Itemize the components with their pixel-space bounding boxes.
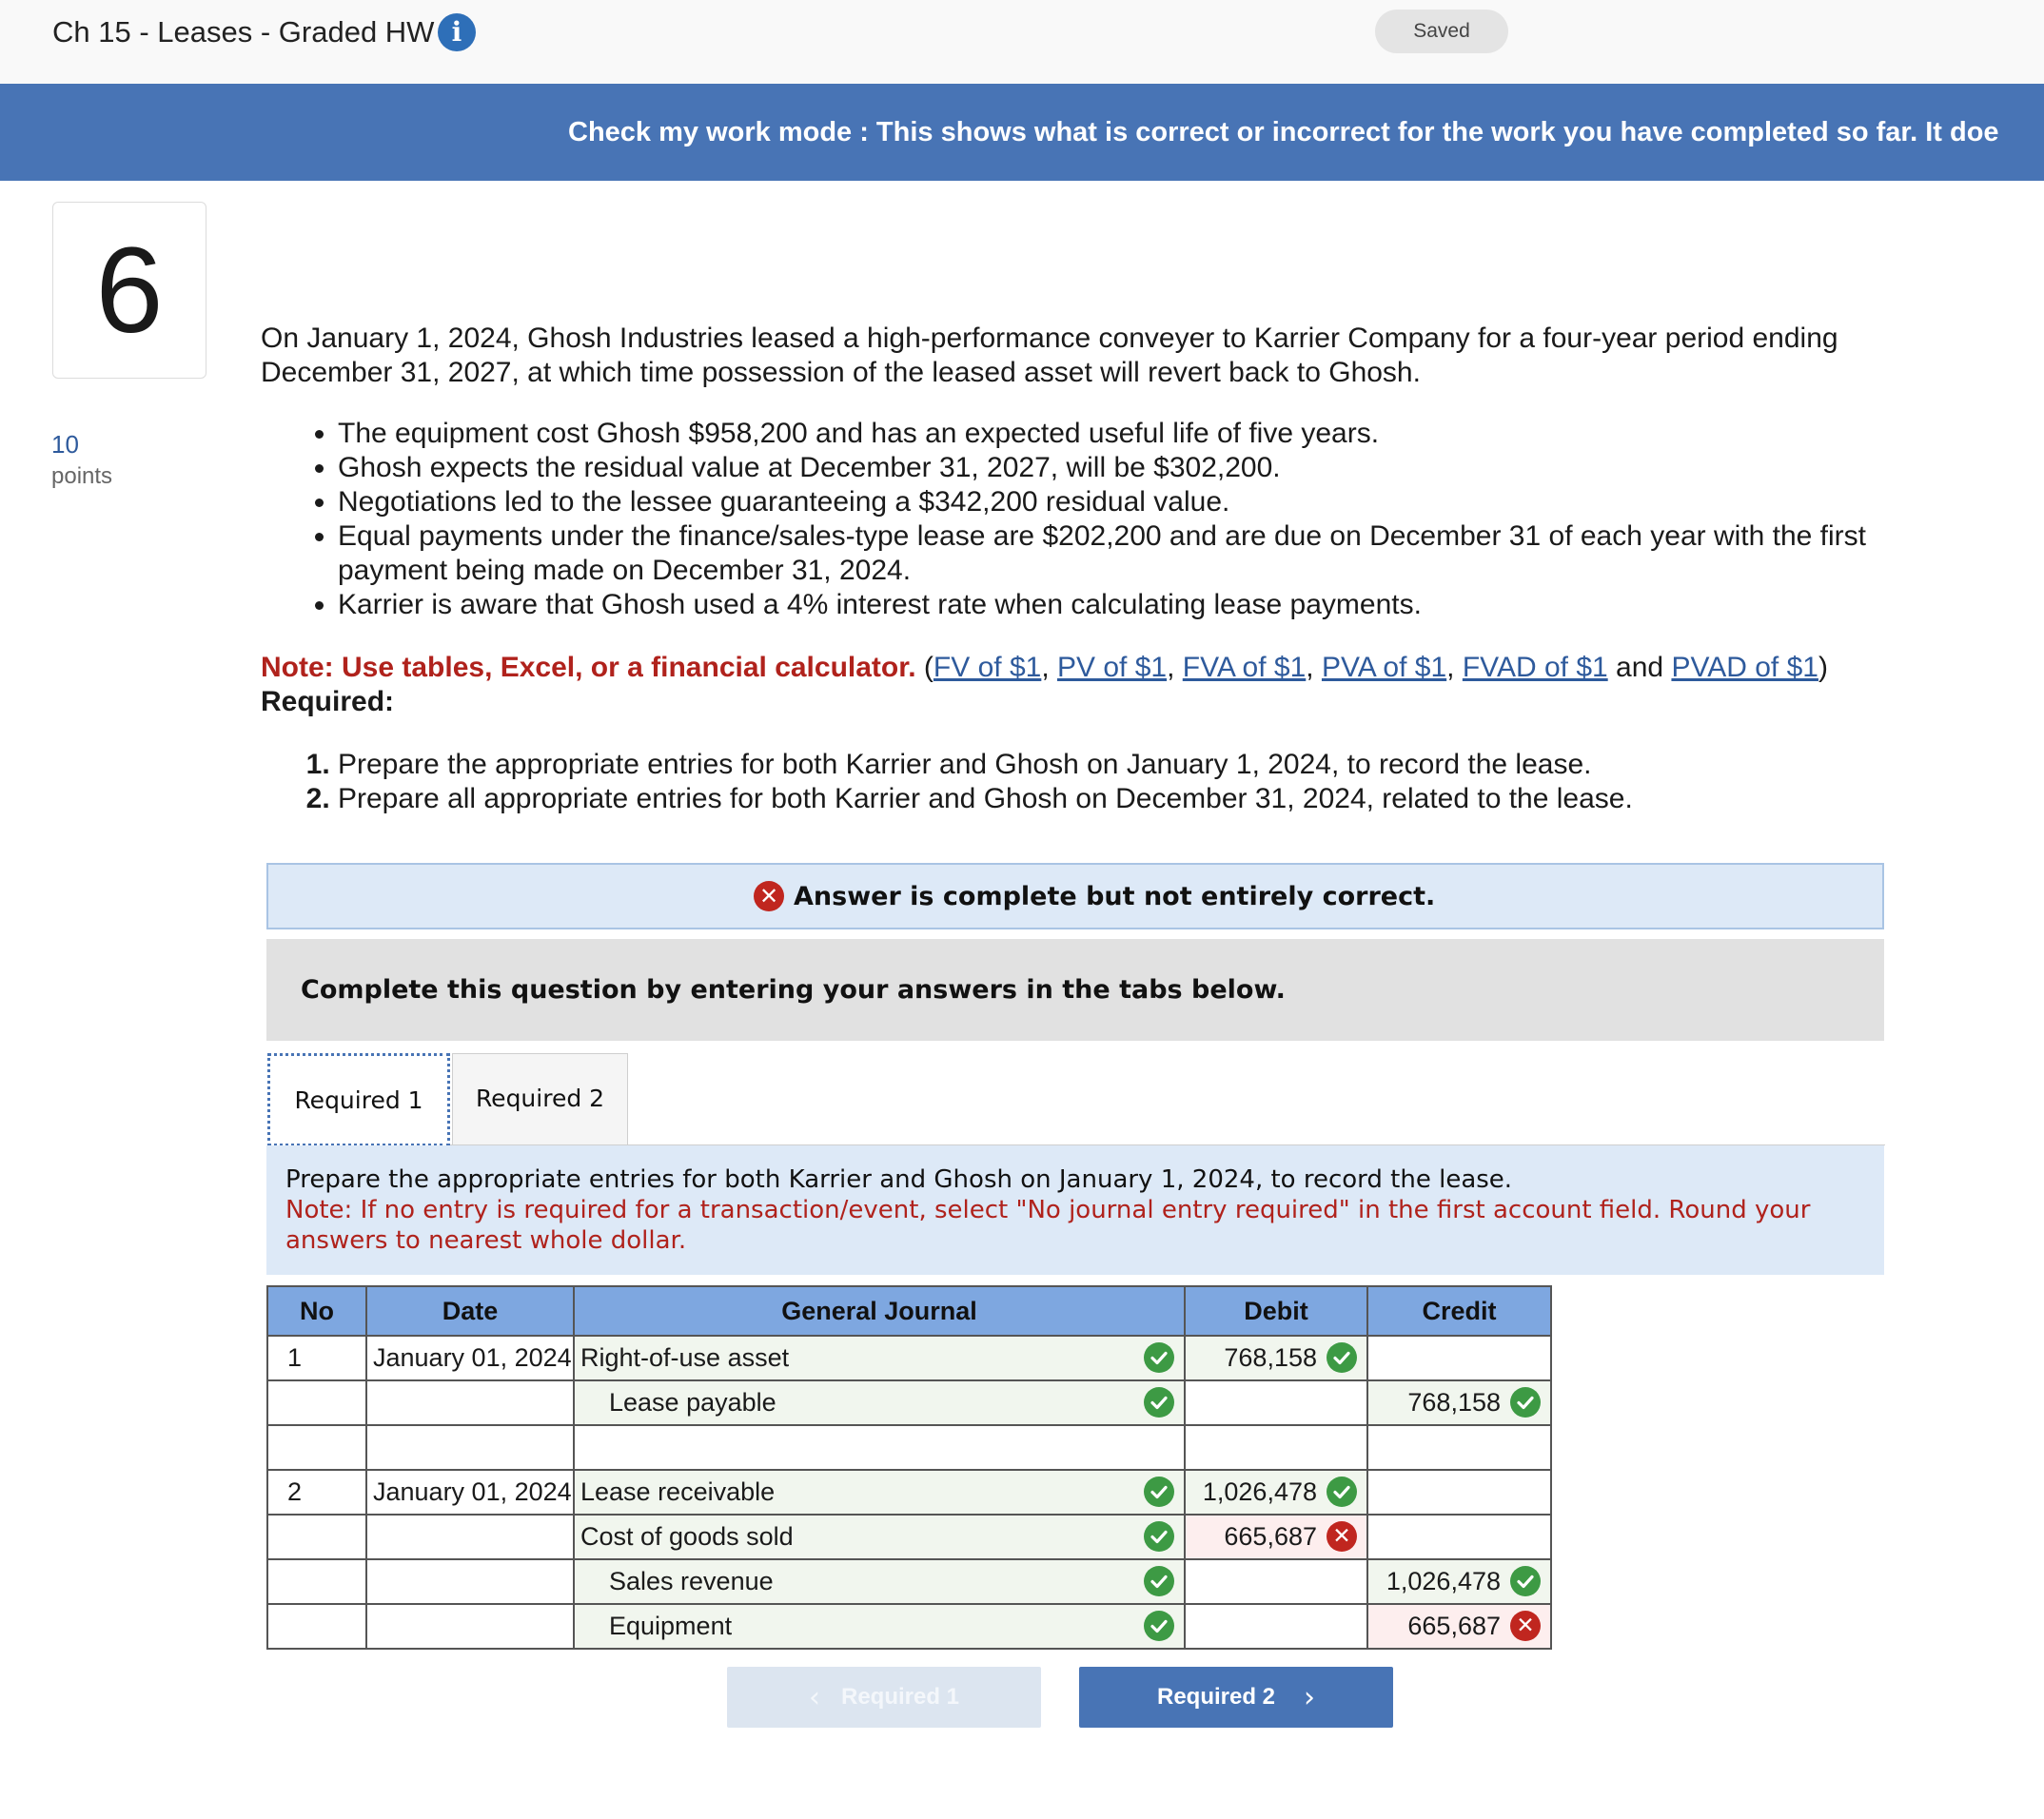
tab-required-2[interactable]: Required 2 bbox=[452, 1053, 628, 1146]
previous-required-button[interactable] bbox=[727, 1667, 1041, 1728]
instructions-text: Complete this question by entering your answers in the tabs below. bbox=[301, 975, 1286, 1005]
debit-value: 1,026,478 bbox=[1202, 1477, 1317, 1506]
credit-cell[interactable] bbox=[1367, 1425, 1551, 1470]
link-pvad[interactable]: PVAD of $1 bbox=[1671, 652, 1818, 683]
requirements-list bbox=[261, 748, 1974, 816]
note-line: Note: Use tables, Excel, or a financial calculator. (FV of $1, PV of $1, FVA of $1, PVA of $1, FVAD of $1 and PVAD of $1) bbox=[261, 652, 1828, 683]
link-pv[interactable]: PV of $1 bbox=[1057, 652, 1168, 683]
link-fv[interactable]: FV of $1 bbox=[933, 652, 1042, 683]
link-fva[interactable]: FVA of $1 bbox=[1182, 652, 1307, 683]
account-name: Sales revenue bbox=[609, 1567, 774, 1595]
assignment-title: Ch 15 - Leases - Graded HW bbox=[52, 15, 435, 49]
fact-item: • Karrier is aware that Ghosh used a 4% interest rate when calculating lease payments. bbox=[338, 588, 1974, 622]
debit-value: 665,687 bbox=[1224, 1522, 1317, 1551]
journal-header-row bbox=[267, 1286, 1551, 1336]
required-label: Required: bbox=[261, 686, 395, 717]
correct-check-icon bbox=[1144, 1342, 1174, 1373]
fact-item: • The equipment cost Ghosh $958,200 and has an expected useful life of five years. bbox=[338, 417, 1974, 451]
incorrect-x-icon: ✕ bbox=[1327, 1521, 1357, 1552]
account-cell[interactable] bbox=[574, 1604, 1185, 1649]
facts-list bbox=[261, 417, 1974, 622]
points-label: points bbox=[51, 463, 113, 489]
table-row bbox=[267, 1380, 1551, 1425]
prompt-note: Note: If no entry is required for a transaction/event, select "No journal entry required" in the first account field. Round your answers to nearest whole dollar. bbox=[285, 1196, 1811, 1255]
credit-value: 665,687 bbox=[1407, 1612, 1501, 1640]
account-cell[interactable] bbox=[574, 1425, 1185, 1470]
header-date: Date bbox=[366, 1286, 574, 1336]
link-fvad[interactable]: FVAD of $1 bbox=[1462, 652, 1608, 683]
debit-cell[interactable] bbox=[1185, 1380, 1367, 1425]
header-debit: Debit bbox=[1185, 1286, 1367, 1336]
journal-table bbox=[266, 1285, 1552, 1650]
table-row bbox=[267, 1515, 1551, 1559]
calculator-note: Note: Use tables, Excel, or a financial calculator. bbox=[261, 652, 916, 683]
account-cell[interactable] bbox=[574, 1470, 1185, 1515]
correct-check-icon bbox=[1144, 1566, 1174, 1596]
correct-check-icon bbox=[1327, 1342, 1357, 1373]
prompt-text: Prepare the appropriate entries for both Karrier and Ghosh on January 1, 2024, to record the lease. bbox=[285, 1165, 1513, 1194]
account-name: Lease payable bbox=[609, 1388, 776, 1417]
debit-cell[interactable] bbox=[1185, 1336, 1367, 1380]
header-general-journal: General Journal bbox=[574, 1286, 1185, 1336]
debit-cell[interactable] bbox=[1185, 1604, 1367, 1649]
table-row bbox=[267, 1336, 1551, 1380]
account-name: Right-of-use asset bbox=[580, 1343, 790, 1372]
answer-status-box bbox=[266, 863, 1884, 929]
debit-cell[interactable] bbox=[1185, 1559, 1367, 1604]
account-cell[interactable] bbox=[574, 1380, 1185, 1425]
account-name: Lease receivable bbox=[580, 1477, 776, 1506]
credit-value: 768,158 bbox=[1407, 1388, 1501, 1417]
entry-date[interactable]: January 01, 2024 bbox=[366, 1470, 574, 1515]
table-row bbox=[267, 1604, 1551, 1649]
fact-item: • Equal payments under the finance/sales-type lease are $202,200 and are due on December 31 of each year with the first payment being made on December 31, 2024. bbox=[338, 519, 1974, 588]
instructions-box bbox=[266, 939, 1884, 1041]
requirement-item: 1. Prepare the appropriate entries for both Karrier and Ghosh on January 1, 2024, to record the lease. bbox=[338, 748, 1974, 782]
entry-date[interactable] bbox=[366, 1515, 574, 1559]
entry-no bbox=[267, 1604, 366, 1649]
table-row bbox=[267, 1559, 1551, 1604]
credit-cell[interactable] bbox=[1367, 1559, 1551, 1604]
account-name: Equipment bbox=[609, 1612, 733, 1640]
tab-required-1[interactable]: Required 1 bbox=[267, 1053, 450, 1146]
debit-cell[interactable] bbox=[1185, 1515, 1367, 1559]
entry-date[interactable] bbox=[366, 1380, 574, 1425]
question-number: 6 bbox=[95, 223, 164, 359]
entry-date[interactable] bbox=[366, 1604, 574, 1649]
credit-cell[interactable] bbox=[1367, 1336, 1551, 1380]
account-cell[interactable] bbox=[574, 1559, 1185, 1604]
entry-date[interactable] bbox=[366, 1425, 574, 1470]
question-content bbox=[261, 322, 1974, 816]
entry-no: 1 bbox=[267, 1336, 366, 1380]
credit-value: 1,026,478 bbox=[1386, 1567, 1501, 1595]
debit-cell[interactable] bbox=[1185, 1425, 1367, 1470]
requirement-item: 2. Prepare all appropriate entries for both Karrier and Ghosh on December 31, 2024, related to the lease. bbox=[338, 782, 1974, 816]
incorrect-icon: ✕ bbox=[754, 881, 784, 911]
correct-check-icon bbox=[1144, 1521, 1174, 1552]
correct-check-icon bbox=[1510, 1566, 1541, 1596]
check-my-work-banner bbox=[0, 84, 2044, 181]
chevron-right-icon: › bbox=[1304, 1680, 1316, 1714]
answer-status-text: Answer is complete but not entirely correct. bbox=[794, 881, 1436, 911]
fact-item: • Negotiations led to the lessee guaranteeing a $342,200 residual value. bbox=[338, 485, 1974, 519]
entry-date[interactable]: January 01, 2024 bbox=[366, 1336, 574, 1380]
account-cell[interactable] bbox=[574, 1515, 1185, 1559]
credit-cell[interactable] bbox=[1367, 1470, 1551, 1515]
and-word: and bbox=[1616, 652, 1664, 683]
correct-check-icon bbox=[1327, 1477, 1357, 1507]
header-no: No bbox=[267, 1286, 366, 1336]
credit-cell[interactable] bbox=[1367, 1380, 1551, 1425]
header-credit: Credit bbox=[1367, 1286, 1551, 1336]
question-number-box bbox=[52, 202, 206, 379]
correct-check-icon bbox=[1510, 1387, 1541, 1418]
correct-check-icon bbox=[1144, 1611, 1174, 1641]
account-name: Cost of goods sold bbox=[580, 1522, 794, 1551]
entry-no bbox=[267, 1515, 366, 1559]
fact-item: • Ghosh expects the residual value at December 31, 2027, will be $302,200. bbox=[338, 451, 1974, 485]
entry-no: 2 bbox=[267, 1470, 366, 1515]
top-bar bbox=[0, 0, 2044, 84]
points-value: 10 bbox=[51, 430, 79, 459]
incorrect-x-icon: ✕ bbox=[1510, 1611, 1541, 1641]
tab-prompt-box bbox=[266, 1145, 1884, 1275]
debit-cell[interactable] bbox=[1185, 1470, 1367, 1515]
credit-cell[interactable] bbox=[1367, 1515, 1551, 1559]
table-row bbox=[267, 1425, 1551, 1470]
saved-status-badge: Saved bbox=[1375, 10, 1508, 53]
next-required-button[interactable] bbox=[1079, 1667, 1393, 1728]
entry-no bbox=[267, 1380, 366, 1425]
next-button-label: Required 2 bbox=[1156, 1684, 1276, 1710]
debit-value: 768,158 bbox=[1224, 1343, 1317, 1372]
info-icon[interactable]: i bbox=[438, 13, 476, 51]
credit-cell[interactable] bbox=[1367, 1604, 1551, 1649]
link-pva[interactable]: PVA of $1 bbox=[1321, 652, 1447, 683]
account-cell[interactable] bbox=[574, 1336, 1185, 1380]
chevron-left-icon: ‹ bbox=[808, 1680, 820, 1714]
entry-date[interactable] bbox=[366, 1559, 574, 1604]
entry-no bbox=[267, 1559, 366, 1604]
table-row bbox=[267, 1470, 1551, 1515]
correct-check-icon bbox=[1144, 1477, 1174, 1507]
entry-no bbox=[267, 1425, 366, 1470]
banner-text: Check my work mode : This shows what is correct or incorrect for the work you have completed so far. It doe bbox=[568, 117, 1999, 147]
question-intro: On January 1, 2024, Ghosh Industries leased a high-performance conveyer to Karrier Company for a four-year period ending December 31, 2027, at which time possession of the leased asset will revert back to Ghosh. bbox=[261, 323, 1838, 388]
previous-button-label: Required 1 bbox=[840, 1684, 960, 1710]
correct-check-icon bbox=[1144, 1387, 1174, 1418]
